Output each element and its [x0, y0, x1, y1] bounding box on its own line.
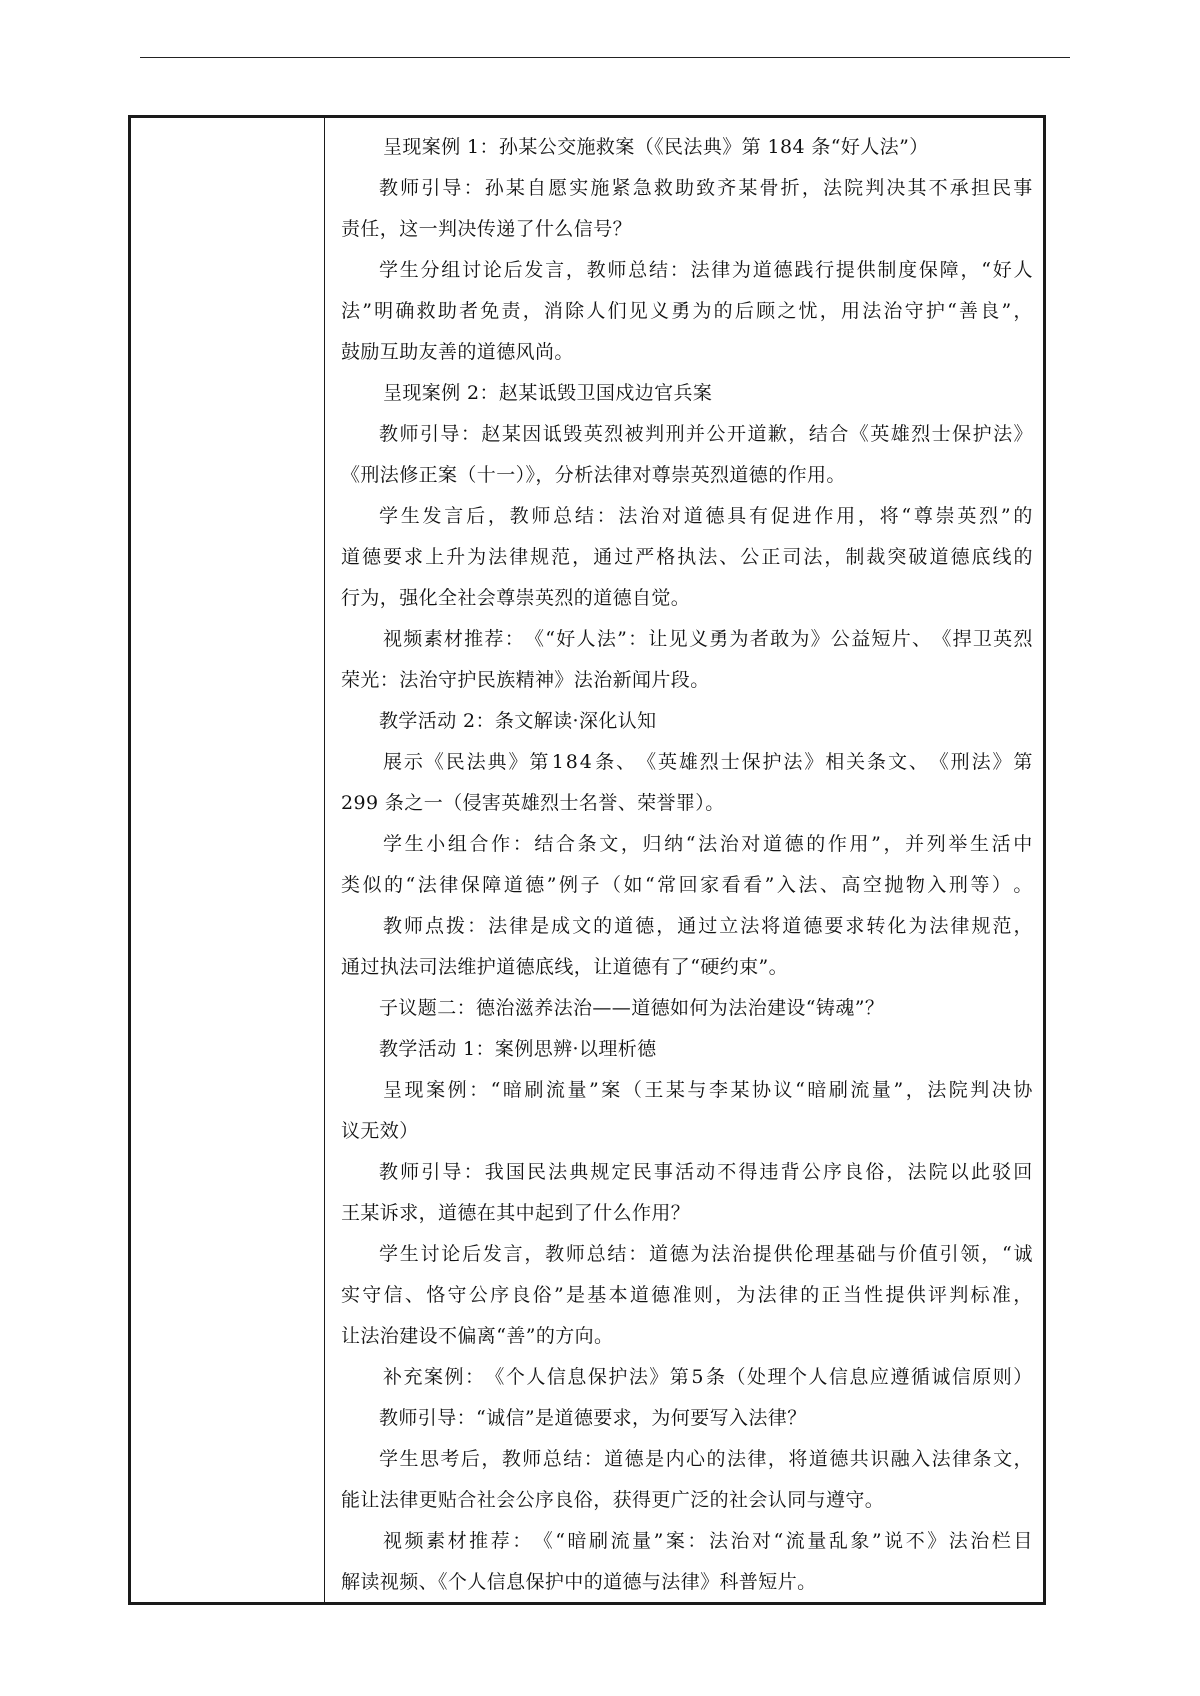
- paragraph-line: 道 德 要 求 上 升 为 法 律 规 范 ， 通 过 严 格 执 法 、 公 正 司 法 ， 制 裁 突 破 道 德 底 线 的: [341, 546, 1033, 568]
- paragraph-line: 学 生 小 组 合 作 ： 结 合 条 文 ， 归 纳 “ 法 治 对 道 德 的 作 用 ” ， 并 列 举 生 活 中: [383, 833, 1033, 855]
- paragraph-line: 教 师 引 导 ： 赵 某 因 诋 毁 英 烈 被 判 刑 并 公 开 道 歉 ， 结 合 《 英 雄 烈 士 保 护 法 》: [379, 423, 1033, 445]
- paragraph-line: 学 生 发 言 后 ， 教 师 总 结 ： 法 治 对 道 德 具 有 促 进 作 用 ， 将 “ 尊 崇 英 烈 ” 的: [379, 505, 1033, 527]
- paragraph-line: 王某诉求，道德在其中起到了什么作用？: [341, 1202, 691, 1224]
- paragraph-line: 呈现案例 1：孙某公交施救案（《民法典》第 184 条“好人法”）: [383, 136, 929, 158]
- paragraph-line: 教 师 点 拨 ： 法 律 是 成 文 的 道 德 ， 通 过 立 法 将 道 德 要 求 转 化 为 法 律 规 范 ，: [383, 915, 1033, 937]
- paragraph-line: 教 师 引 导 ： 我 国 民 法 典 规 定 民 事 活 动 不 得 违 背 公 序 良 俗 ， 法 院 以 此 驳 回: [379, 1161, 1033, 1183]
- table-content-cell: [325, 118, 1043, 1602]
- paragraph-line: 类 似 的 “ 法 律 保 障 道 德 ” 例 子 （ 如 “ 常 回 家 看 看 ” 入 法 、 高 空 抛 物 入 刑 等 ） 。: [341, 874, 1033, 896]
- paragraph-line: 能让法律更贴合社会公序良俗，获得更广泛的社会认同与遵守。: [341, 1489, 885, 1511]
- paragraph-line: 学 生 讨 论 后 发 言 ， 教 师 总 结 ： 道 德 为 法 治 提 供 伦 理 基 础 与 价 值 引 领 ， “ 诚: [379, 1243, 1033, 1265]
- paragraph-line: 行为，强化全社会尊崇英烈的道德自觉。: [341, 587, 691, 609]
- paragraph-line: 实 守 信 、 恪 守 公 序 良 俗 ” 是 基 本 道 德 准 则 ， 为 法 律 的 正 当 性 提 供 评 判 标 准 ，: [341, 1284, 1033, 1306]
- lesson-plan-table: [128, 115, 1046, 1605]
- table-left-cell: [131, 118, 325, 1602]
- paragraph-line: 通过执法司法维护道德底线，让道德有了“硬约束”。: [341, 956, 789, 978]
- paragraph-line: 鼓励互助友善的道德风尚。: [341, 341, 574, 363]
- paragraph-line: 学 生 分 组 讨 论 后 发 言 ， 教 师 总 结 ： 法 律 为 道 德 践 行 提 供 制 度 保 障 ， “ 好 人: [379, 259, 1033, 281]
- header-rule: [140, 57, 1070, 58]
- paragraph-line: 《刑法修正案（十一）》，分析法律对尊崇英烈道德的作用。: [341, 464, 846, 486]
- paragraph-line: 议无效）: [341, 1120, 419, 1142]
- paragraph-line: 视 频 素 材 推 荐 ： 《 “ 好 人 法 ” ： 让 见 义 勇 为 者 敢 为 》 公 益 短 片 、 《 捍 卫 英 烈: [383, 628, 1033, 650]
- paragraph-line: 学 生 思 考 后 ， 教 师 总 结 ： 道 德 是 内 心 的 法 律 ， 将 道 德 共 识 融 入 法 律 条 文 ，: [379, 1448, 1033, 1470]
- paragraph-line: 子议题二：德治滋养法治——道德如何为法治建设“铸魂”？: [379, 997, 885, 1019]
- paragraph-line: 视 频 素 材 推 荐 ： 《 “ 暗 刷 流 量 ” 案 ： 法 治 对 “ 流 量 乱 象 ” 说 不 》 法 治 栏 目: [383, 1530, 1033, 1552]
- paragraph-line: 补 充 案 例 ： 《 个 人 信 息 保 护 法 》 第 5 条 （ 处 理 个 人 信 息 应 遵 循 诚 信 原 则 ）: [383, 1366, 1033, 1388]
- paragraph-line: 法 ” 明 确 救 助 者 免 责 ， 消 除 人 们 见 义 勇 为 的 后 顾 之 忧 ， 用 法 治 守 护 “ 善 良 ” ，: [341, 300, 1033, 322]
- paragraph-line: 教师引导：“诚信”是道德要求，为何要写入法律？: [379, 1407, 807, 1429]
- paragraph-line: 呈现案例 2：赵某诋毁卫国戍边官兵案: [383, 382, 713, 404]
- paragraph-line: 荣光：法治守护民族精神》法治新闻片段。: [341, 669, 710, 691]
- paragraph-line: 解读视频、《个人信息保护中的道德与法律》科普短片。: [341, 1571, 817, 1593]
- paragraph-line: 299 条之一（侵害英雄烈士名誉、荣誉罪）。: [341, 792, 725, 814]
- paragraph-line: 呈 现 案 例 ： “ 暗 刷 流 量 ” 案 （ 王 某 与 李 某 协 议 “ 暗 刷 流 量 ” ， 法 院 判 决 协: [383, 1079, 1033, 1101]
- paragraph-line: 展 示 《 民 法 典 》 第 1 8 4 条 、 《 英 雄 烈 士 保 护 法 》 相 关 条 文 、 《 刑 法 》 第: [383, 751, 1033, 773]
- paragraph-line: 让法治建设不偏离“善”的方向。: [341, 1325, 614, 1347]
- paragraph-line: 教 师 引 导 ： 孙 某 自 愿 实 施 紧 急 救 助 致 齐 某 骨 折 ， 法 院 判 决 其 不 承 担 民 事: [379, 177, 1033, 199]
- paragraph-line: 责任，这一判决传递了什么信号？: [341, 218, 633, 240]
- paragraph-line: 教学活动 1：案例思辨·以理析德: [379, 1038, 657, 1060]
- paragraph-line: 教学活动 2：条文解读·深化认知: [379, 710, 657, 732]
